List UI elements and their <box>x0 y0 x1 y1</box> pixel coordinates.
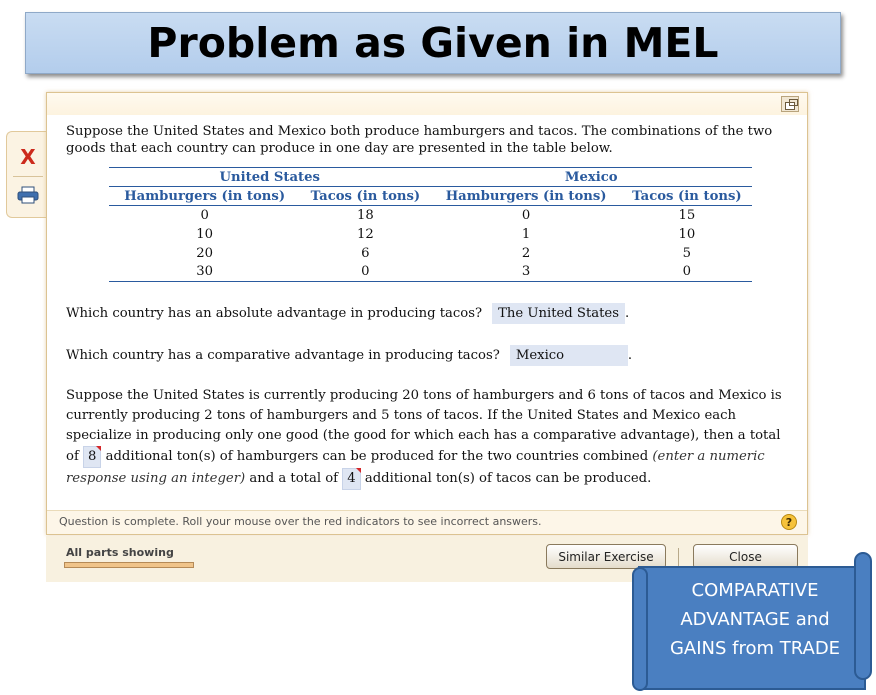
table-cell: 20 <box>196 245 214 261</box>
question-1-period: . <box>625 306 630 321</box>
question-3 <box>66 386 791 490</box>
question-2-answer-dropdown[interactable]: Mexico <box>510 345 628 366</box>
banner-text <box>650 576 860 663</box>
topic-scroll-banner <box>632 552 876 695</box>
table-group-header-row <box>109 168 752 187</box>
close-button[interactable]: Close <box>693 544 798 569</box>
column-header: Tacos (in tons) <box>300 187 430 206</box>
parts-progress-bar <box>64 562 194 568</box>
question-2 <box>66 345 791 366</box>
similar-exercise-button[interactable]: Similar Exercise <box>546 544 666 569</box>
column-header: Tacos (in tons) <box>622 187 752 206</box>
hamburgers-answer-input[interactable]: 8 <box>83 446 101 468</box>
column-header: Hamburgers (in tons) <box>430 187 621 206</box>
side-toolbar <box>6 131 48 218</box>
table-row <box>109 263 752 282</box>
question-3-text-part1: Suppose the United States is currently producing 20 tons of hamburgers and 6 tons of tacos and Mexico is currently producing 2 tons of hamburgers and 5 tons of tacos. If the United States and Mexico each specialize in producing only one good (the good for which each has a comparative advantage), then a total of <box>66 388 782 464</box>
table-cell: 10 <box>678 226 696 242</box>
table-cell: 2 <box>521 245 531 261</box>
question-1-answer-dropdown[interactable]: The United States <box>492 303 625 324</box>
table-cell: 0 <box>200 207 209 223</box>
table-cell: 3 <box>430 263 621 282</box>
banner-line-2: ADVANTAGE and <box>680 609 830 630</box>
help-icon[interactable]: ? <box>781 514 797 530</box>
table-row <box>109 244 752 263</box>
table-cell: 5 <box>682 245 692 261</box>
question-intro: Suppose the United States and Mexico both produce hamburgers and tacos. The combinations of the two goods that each country can produce in one day are presented in the table below. <box>66 124 773 156</box>
incorrect-x-icon[interactable]: X <box>20 145 36 169</box>
numeric-hint: (enter a numeric response using an integer) <box>66 449 765 486</box>
tacos-answer-input[interactable]: 4 <box>342 468 360 490</box>
table-cell: 12 <box>356 226 374 242</box>
question-panel <box>46 92 808 535</box>
table-cell: 0 <box>622 263 752 282</box>
question-3-text-part2: additional ton(s) of hamburgers can be produced for the two countries combined <box>105 449 649 464</box>
scroll-curl-left <box>632 567 648 691</box>
question-3-text-part3: and a total of <box>249 471 339 486</box>
question-2-period: . <box>627 348 633 363</box>
panel-header <box>47 93 807 115</box>
table-cell: 6 <box>361 245 370 261</box>
table-row <box>109 225 752 244</box>
parts-showing-label: All parts showing <box>66 546 174 559</box>
mexico-header: Mexico <box>430 168 752 187</box>
question-3-text-part4: additional ton(s) of tacos can be produced. <box>364 471 652 486</box>
table-row <box>109 206 752 225</box>
slide-title: Problem as Given in MEL <box>25 12 841 74</box>
production-table <box>109 167 752 282</box>
table-cell: 0 <box>521 207 531 223</box>
table-cell: 0 <box>300 263 430 282</box>
question-2-text: Which country has a comparative advantage in producing tacos? <box>66 348 500 363</box>
question-1-text: Which country has an absolute advantage in producing tacos? <box>66 306 483 321</box>
us-header: United States <box>109 168 430 187</box>
table-cell: 30 <box>109 263 300 282</box>
status-message: Question is complete. Roll your mouse over the red indicators to see incorrect answers. <box>59 515 542 528</box>
banner-line-3: GAINS from TRADE <box>669 638 841 659</box>
banner-line-1: COMPARATIVE <box>691 580 819 601</box>
table-cell: 15 <box>678 207 696 223</box>
table-cell: 1 <box>521 226 531 242</box>
printer-icon[interactable] <box>15 182 41 208</box>
panel-status-bar <box>47 510 807 534</box>
column-header: Hamburgers (in tons) <box>109 187 300 206</box>
toolbar-divider <box>13 176 43 177</box>
table-cell: 18 <box>356 207 374 223</box>
table-column-header-row <box>109 187 752 206</box>
question-content <box>66 123 791 490</box>
expand-icon[interactable] <box>781 96 799 112</box>
question-1 <box>66 303 791 324</box>
table-cell: 10 <box>196 226 214 242</box>
